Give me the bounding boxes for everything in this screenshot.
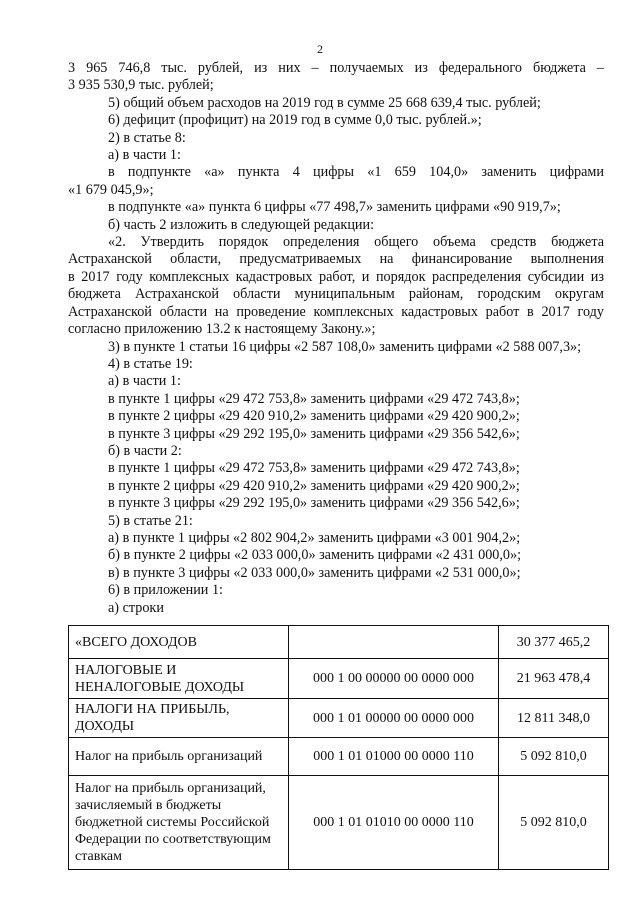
text-line: 3 935 530,9 тыс. рублей;	[68, 77, 214, 94]
text-line: б) в пункте 2 цифры «2 033 000,0» заменить цифрами «2 431 000,0»;	[108, 547, 522, 564]
amount-cell: 5 092 810,0	[499, 738, 609, 776]
text-line: в пункте 3 цифры «29 292 195,0» заменить цифрами «29 356 542,6»;	[108, 425, 520, 442]
text-line: в пункте 3 цифры «29 292 195,0» заменить цифрами «29 356 542,6»;	[108, 495, 520, 512]
budget-code-cell: 000 1 01 01000 00 0000 110	[289, 738, 499, 776]
page-number: 2	[317, 42, 323, 56]
text-line: а) в пункте 1 цифры «2 802 904,2» заменить цифрами «3 001 904,2»;	[108, 529, 521, 546]
amount-cell: 30 377 465,2	[499, 626, 609, 659]
text-line: в подпункте «а» пункта 4 цифры «1 659 104,0» заменить цифрами	[108, 164, 604, 181]
text-line: в) в пункте 3 цифры «2 033 000,0» заменить цифрами «2 531 000,0»;	[108, 564, 521, 581]
budget-code-cell: 000 1 01 00000 00 0000 000	[289, 699, 499, 738]
text-line: «2. Утвердить порядок определения общего объема средств бюджета	[108, 234, 604, 251]
income-name-cell: Налог на прибыль организаций	[69, 738, 289, 776]
text-line: а) строки	[108, 599, 164, 616]
text-line: 6) в приложении 1:	[108, 582, 223, 599]
text-line: бюджета Астраханской области муниципальным районам, городским округам	[68, 286, 604, 303]
amount-cell: 5 092 810,0	[499, 776, 609, 870]
text-line: в 2017 году комплексных кадастровых работ, и порядок распределения субсидии из	[68, 268, 604, 285]
text-line: б) в части 2:	[108, 442, 182, 459]
text-line: в пункте 2 цифры «29 420 910,2» заменить цифрами «29 420 900,2»;	[108, 477, 520, 494]
budget-code-cell: 000 1 01 01010 00 0000 110	[289, 776, 499, 870]
text-line: Астраханской области на проведение комплексных кадастровых работ в 2017 году	[68, 303, 604, 320]
text-line: б) часть 2 изложить в следующей редакции:	[108, 216, 375, 233]
income-name-cell: «ВСЕГО ДОХОДОВ	[69, 626, 289, 659]
text-line: 5) в статье 21:	[108, 512, 193, 529]
table-row	[69, 626, 609, 659]
text-line: 3 965 746,8 тыс. рублей, из них – получаемых из федерального бюджета –	[68, 60, 604, 76]
text-line: в пункте 1 цифры «29 472 753,8» заменить цифрами «29 472 743,8»;	[108, 390, 520, 407]
text-line: 4) в статье 19:	[108, 355, 193, 372]
table-row	[69, 659, 609, 699]
text-line: в пункте 1 цифры «29 472 753,8» заменить цифрами «29 472 743,8»;	[108, 460, 520, 477]
text-line: Астраханской области, предусматриваемых на финансирование выполнения	[68, 251, 604, 268]
text-line: 3) в пункте 1 статьи 16 цифры «2 587 108,0» заменить цифрами «2 588 007,3»;	[108, 338, 582, 355]
budget-table	[68, 625, 609, 870]
text-line: «1 679 045,9»;	[68, 181, 154, 198]
text-line: а) в части 1:	[108, 147, 181, 164]
table-row	[69, 776, 609, 870]
income-name-cell: Налог на прибыль организаций, зачисляемый в бюджеты бюджетной системы Российской Федерации по соответствующим ставкам	[69, 776, 289, 870]
text-line: в подпункте «а» пункта 6 цифры «77 498,7» заменить цифрами «90 919,7»;	[108, 199, 561, 216]
document-body	[68, 60, 604, 617]
text-line: 2) в статье 8:	[108, 129, 186, 146]
text-line: 6) дефицит (профицит) на 2019 год в сумме 0,0 тыс. рублей.»;	[108, 112, 482, 129]
text-line: а) в части 1:	[108, 373, 181, 390]
table-row	[69, 699, 609, 738]
table-row	[69, 738, 609, 776]
budget-code-cell: 000 1 00 00000 00 0000 000	[289, 659, 499, 699]
income-name-cell: НАЛОГИ НА ПРИБЫЛЬ, ДОХОДЫ	[69, 699, 289, 738]
amount-cell: 12 811 348,0	[499, 699, 609, 738]
text-line: 5) общий объем расходов на 2019 год в сумме 25 668 639,4 тыс. рублей;	[108, 94, 541, 111]
text-line: согласно приложению 13.2 к настоящему Закону.»;	[68, 321, 376, 338]
amount-cell: 21 963 478,4	[499, 659, 609, 699]
income-name-cell: НАЛОГОВЫЕ И НЕНАЛОГОВЫЕ ДОХОДЫ	[69, 659, 289, 699]
text-line: в пункте 2 цифры «29 420 910,2» заменить цифрами «29 420 900,2»;	[108, 408, 520, 425]
budget-code-cell	[289, 626, 499, 659]
